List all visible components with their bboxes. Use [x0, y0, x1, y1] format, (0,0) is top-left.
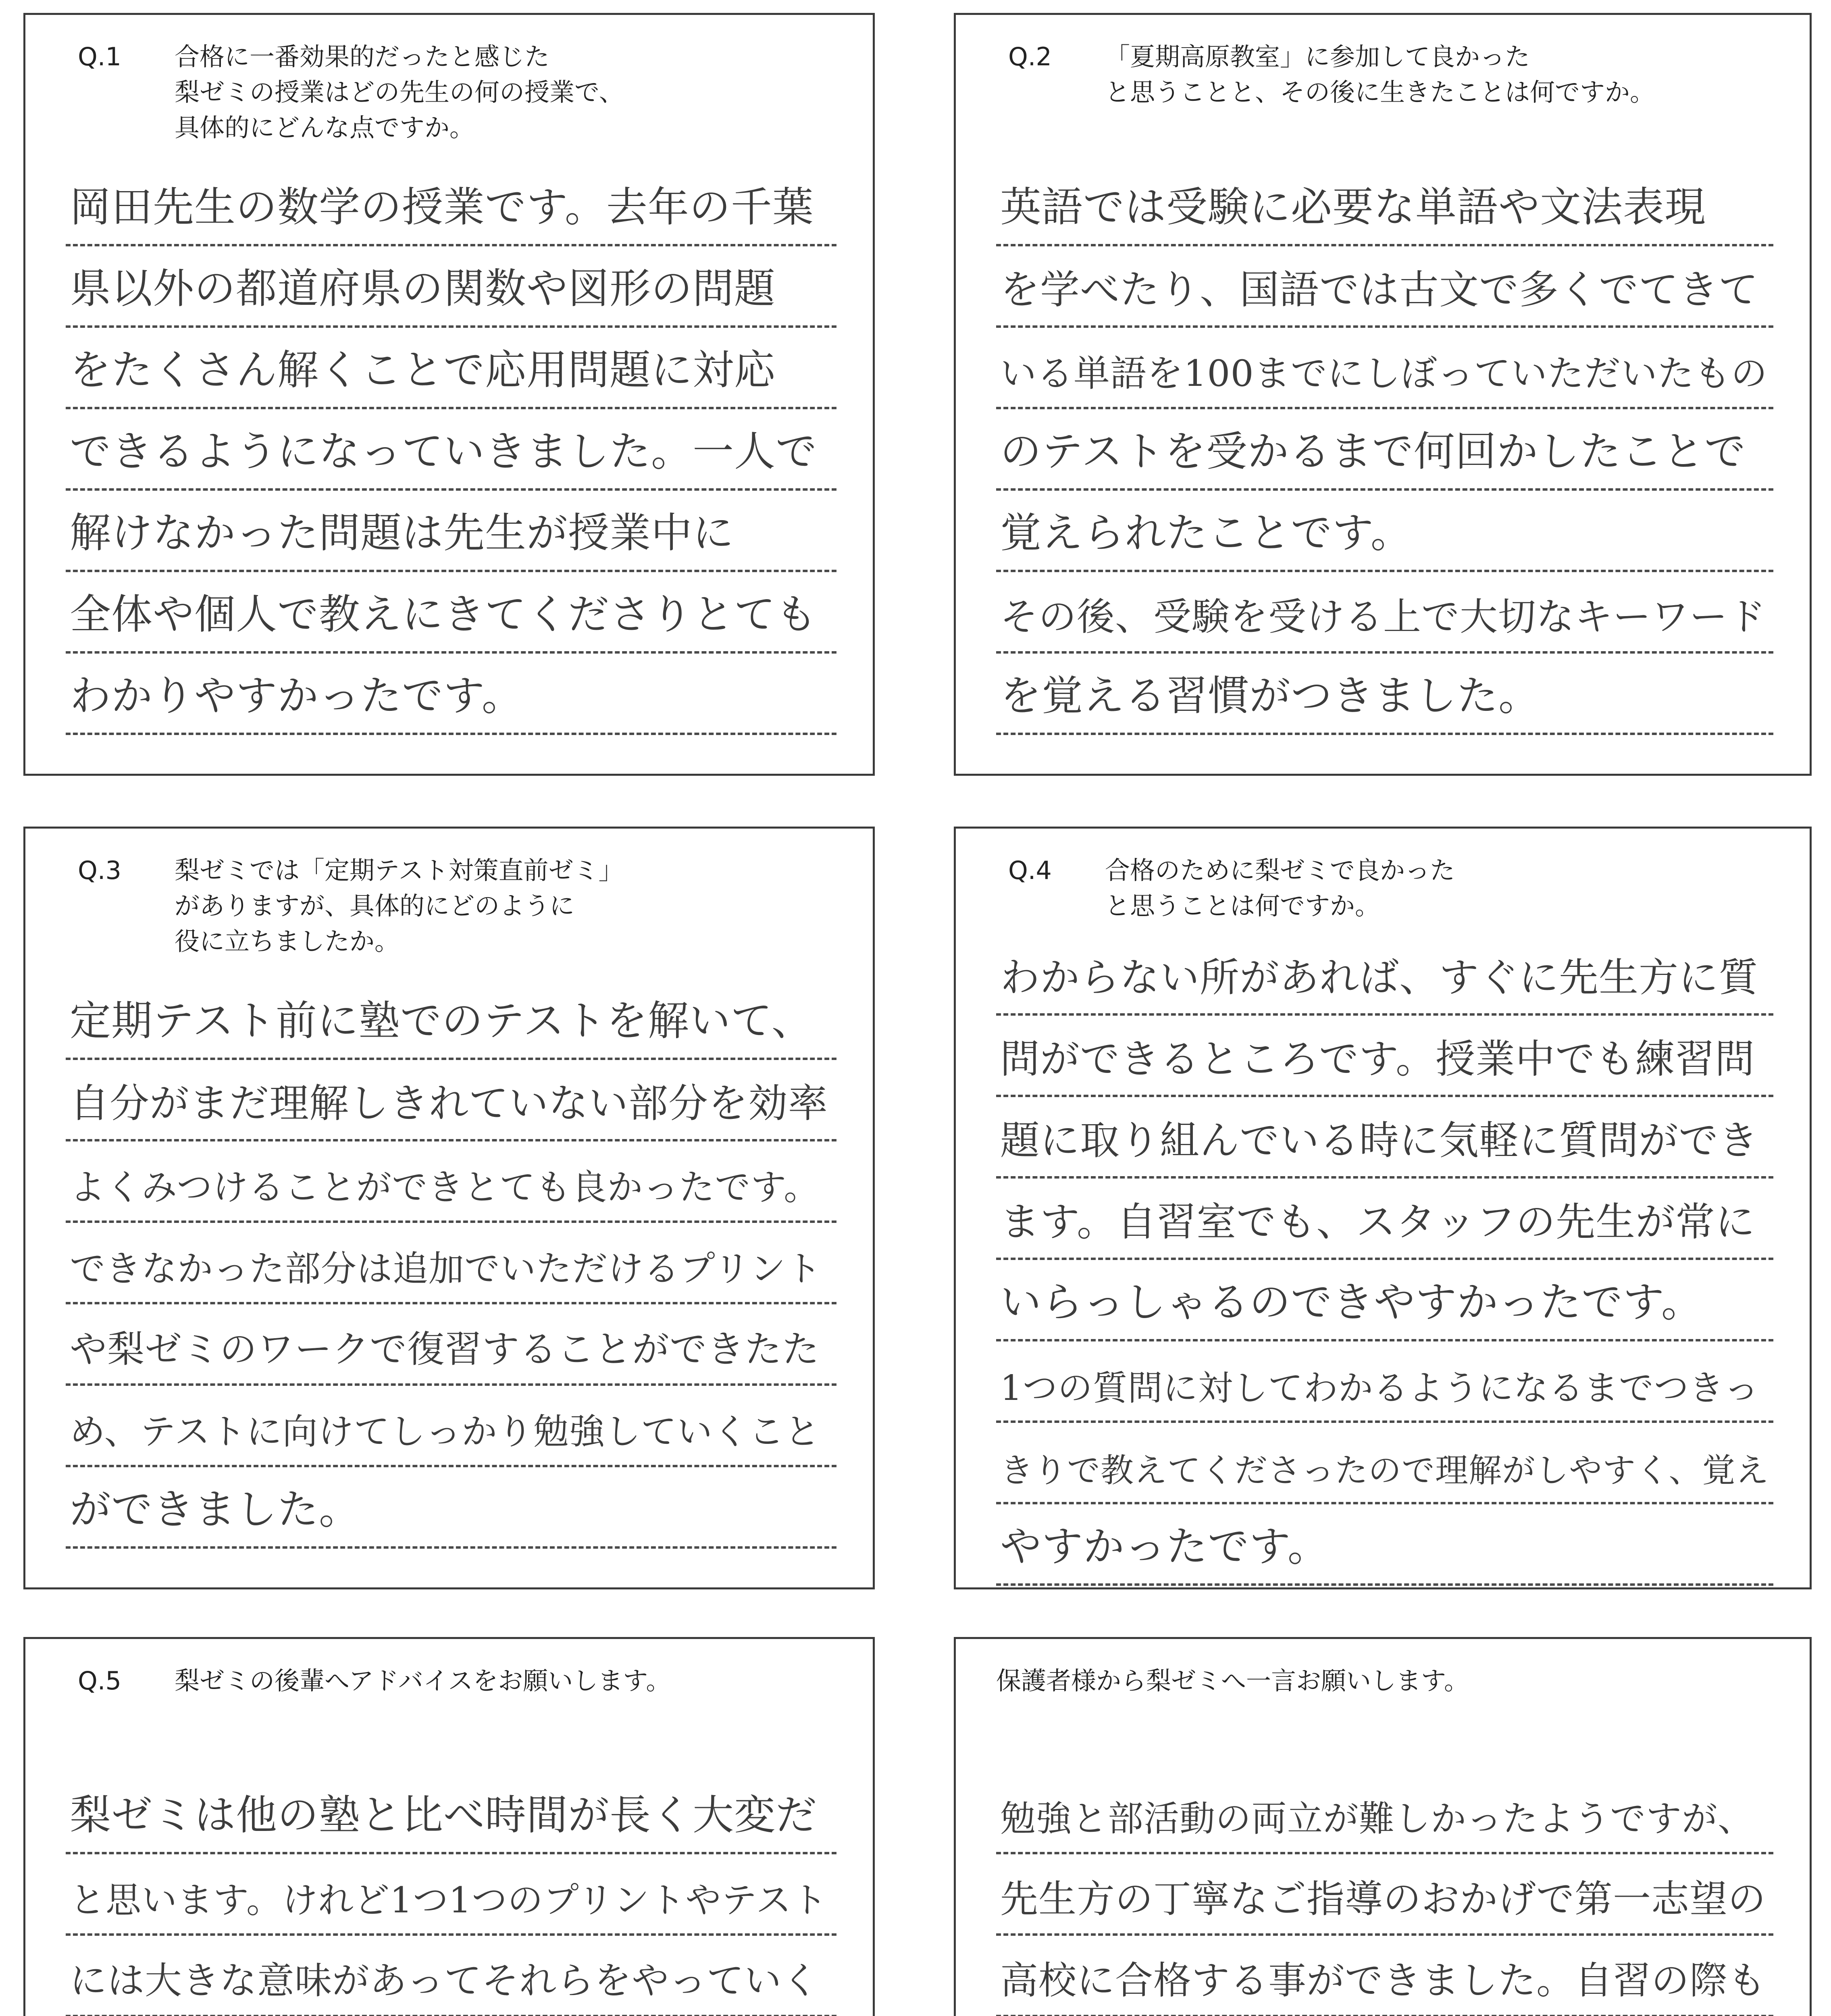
- answer-text: 英語では受験に必要な単語や文法表現: [1000, 183, 1706, 231]
- answer-text: のテストを受かるまで何回かしたことで: [1000, 428, 1746, 476]
- answer-line: [66, 165, 836, 246]
- answer-text: できなかった部分は追加でいただけるプリント: [70, 1248, 822, 1289]
- answer-line: [66, 409, 836, 491]
- answer-line: [66, 979, 836, 1060]
- answer-line: [996, 1936, 1773, 2016]
- answer-text: わかりやすかったです。: [70, 672, 523, 720]
- answer-text: め、テストに向けてしっかり勉強していくこと: [70, 1411, 820, 1452]
- answer-text: 自分がまだ理解しきれていない部分を効率: [70, 1081, 828, 1127]
- answer-text: わからない所があれば、すぐに先生方に質: [1000, 955, 1759, 1001]
- answer-text: 全体や個人で教えにきてくださりとても: [70, 591, 817, 639]
- answer-line: [66, 1854, 836, 1936]
- answer-line: [996, 572, 1773, 654]
- answer-area: [66, 979, 836, 1549]
- answer-text: 問ができるところです。授業中でも練習問: [1000, 1036, 1755, 1082]
- answer-line: [996, 1854, 1773, 1936]
- answer-text: よくみつけることができとても良かったです。: [70, 1166, 820, 1208]
- survey-card-q5: [23, 1637, 875, 2016]
- question-text: 保護者様から梨ゼミへ一言お願いします。: [996, 1666, 1469, 1695]
- answer-line: [996, 1773, 1773, 1854]
- answer-text: を学べたり、国語では古文で多くでてきて: [1000, 267, 1759, 313]
- answer-area: [996, 934, 1773, 1586]
- answer-text: と思います。けれど1つ1つのプリントやテスト: [70, 1879, 828, 1921]
- answer-text: 1つの質問に対してわかるようになるまでつきっ: [1000, 1368, 1759, 1408]
- question-number: Q.2: [1008, 42, 1052, 71]
- answer-line: [66, 1060, 836, 1141]
- answer-line: [66, 1304, 836, 1386]
- answer-line: [996, 246, 1773, 328]
- answer-area: [996, 1773, 1773, 2016]
- answer-text: 解けなかった問題は先生が授業中に: [70, 509, 734, 557]
- answer-line: [996, 491, 1773, 572]
- question-text: 梨ゼミの後輩へアドバイスをお願いします。: [175, 1666, 671, 1695]
- answer-text: や梨ゼミのワークで復習することができたた: [70, 1328, 820, 1371]
- question-number: Q.5: [78, 1666, 121, 1695]
- survey-card-q1: [23, 13, 875, 776]
- answer-line: [66, 654, 836, 735]
- answer-line: [66, 491, 836, 572]
- question-number: Q.4: [1008, 856, 1052, 885]
- question-text: 梨ゼミでは「定期テスト対策直前ゼミ」 がありますが、具体的にどのように 役に立ちましたか。: [175, 856, 624, 956]
- survey-card-parent-comment: [954, 1637, 1812, 2016]
- answer-line: [996, 1016, 1773, 1097]
- answer-line: [996, 328, 1773, 409]
- answer-text: を覚える習慣がつきました。: [1000, 672, 1540, 720]
- answer-text: 高校に合格する事ができました。自習の際も: [1000, 1959, 1766, 2003]
- answer-line: [66, 1223, 836, 1304]
- question-text: 合格のために梨ゼミで良かった と思うことは何ですか。: [1105, 856, 1455, 921]
- answer-text: やすかったです。: [1000, 1523, 1329, 1571]
- answer-text: には大きな意味があってそれらをやっていく: [70, 1959, 820, 2002]
- answer-line: [66, 1141, 836, 1223]
- answer-line: [66, 328, 836, 409]
- answer-line: [66, 1467, 836, 1549]
- survey-card-q4: [954, 827, 1812, 1589]
- answer-line: [996, 1179, 1773, 1260]
- answer-area: [66, 165, 836, 735]
- answer-text: ます。自習室でも、スタッフの先生が常に: [1000, 1199, 1756, 1245]
- survey-card-q2: [954, 13, 1812, 776]
- answer-text: 梨ゼミは他の塾と比べ時間が長く大変だ: [70, 1791, 817, 1839]
- answer-text: いらっしゃるのできやすかったです。: [1000, 1279, 1703, 1327]
- answer-line: [996, 409, 1773, 491]
- answer-text: きりで教えてくださったので理解がしやすく、覚え: [1000, 1452, 1769, 1490]
- answer-text: 定期テスト前に塾でのテストを解いて、: [70, 997, 813, 1045]
- answer-text: いる単語を100までにしぼっていただいたもの: [1000, 352, 1768, 395]
- question-text: 合格に一番効果的だったと感じた 梨ゼミの授業はどの先生の何の授業で、 具体的にどんな点ですか。: [175, 42, 624, 142]
- answer-line: [66, 572, 836, 654]
- answer-text: をたくさん解くことで応用問題に対応: [70, 346, 776, 394]
- answer-area: [996, 165, 1773, 735]
- answer-text: 勉強と部活動の両立が難しかったようですが、: [1000, 1798, 1754, 1839]
- question-number: Q.1: [78, 42, 121, 71]
- answer-line: [996, 1423, 1773, 1504]
- answer-text: 県以外の都道府県の関数や図形の問題: [70, 265, 776, 313]
- question-number: Q.3: [78, 856, 121, 885]
- answer-line: [996, 934, 1773, 1016]
- answer-line: [66, 1386, 836, 1467]
- answer-text: 覚えられたことです。: [1000, 509, 1412, 557]
- answer-line: [996, 654, 1773, 735]
- answer-area: [66, 1773, 836, 2016]
- answer-text: ができました。: [70, 1486, 360, 1534]
- answer-line: [996, 1097, 1773, 1179]
- answer-line: [996, 165, 1773, 246]
- survey-card-q3: [23, 827, 875, 1589]
- answer-text: その後、受験を受ける上で大切なキーワード: [1000, 595, 1766, 639]
- answer-line: [996, 1260, 1773, 1341]
- answer-text: 岡田先生の数学の授業です。去年の千葉: [70, 183, 814, 231]
- answer-text: できるようになっていきました。一人で: [70, 428, 817, 476]
- answer-text: 題に取り組んでいる時に気軽に質問ができ: [1000, 1118, 1759, 1164]
- answer-line: [996, 1341, 1773, 1423]
- answer-text: 先生方の丁寧なご指導のおかげで第一志望の: [1000, 1877, 1766, 1921]
- answer-line: [66, 246, 836, 328]
- question-text: 「夏期高原教室」に参加して良かった と思うことと、その後に生きたことは何ですか。: [1105, 42, 1655, 107]
- answer-line: [996, 1504, 1773, 1586]
- answer-line: [66, 1773, 836, 1854]
- answer-line: [66, 1936, 836, 2016]
